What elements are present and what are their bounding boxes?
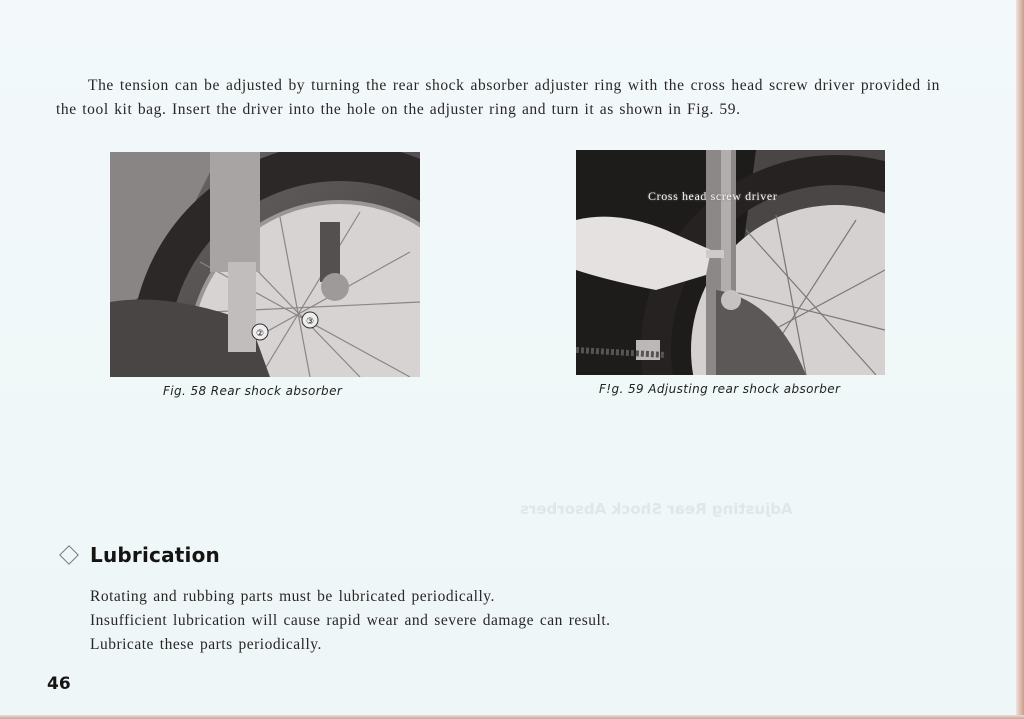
- page-edge-bottom: [0, 715, 1024, 719]
- cross-head-screw-driver-label: Cross head screw driver: [648, 189, 778, 203]
- body-line: Rotating and rubbing parts must be lubricated periodically.: [90, 588, 495, 605]
- intro-text: The tension can be adjusted by turning the rear shock absorber adjuster ring with the cross head screw driver provided in the tool kit bag. Insert the driver into the hole on the adjuster ring and turn it as shown in Fig. 59.: [56, 76, 940, 118]
- figure-58-caption-text: Rear shock absorber: [210, 384, 343, 398]
- rear-shock-absorber-photo: [110, 152, 420, 377]
- callout-3: ③: [306, 317, 315, 327]
- lubrication-body: [90, 585, 611, 657]
- figure-58-photo: [110, 152, 420, 377]
- wheel-shock-image: [110, 152, 420, 377]
- diamond-icon: [59, 545, 79, 565]
- figure-59-photo: [576, 150, 885, 375]
- page-number: 46: [47, 674, 71, 694]
- callout-2: ②: [256, 329, 265, 339]
- figure-59-caption: [599, 382, 840, 396]
- body-line: Lubricate these parts periodically.: [90, 636, 322, 653]
- hand-screwdriver-image: [576, 150, 885, 375]
- body-line: Insufficient lubrication will cause rapid wear and severe damage can result.: [90, 612, 611, 629]
- section-title: Lubrication: [90, 543, 220, 567]
- bleed-through-heading: Adjusting Rear Shock Absorbers: [520, 500, 793, 518]
- figure-58-number: Fig. 58: [163, 384, 207, 398]
- lubrication-heading: [58, 543, 220, 567]
- figure-58-caption: [163, 384, 342, 398]
- figure-59-caption-text: Adjusting rear shock absorber: [648, 382, 841, 396]
- figure-59-number: F!g. 59: [599, 382, 645, 396]
- intro-paragraph: [56, 74, 940, 123]
- page-edge-right: [1016, 0, 1024, 719]
- adjusting-shock-photo: [576, 150, 885, 375]
